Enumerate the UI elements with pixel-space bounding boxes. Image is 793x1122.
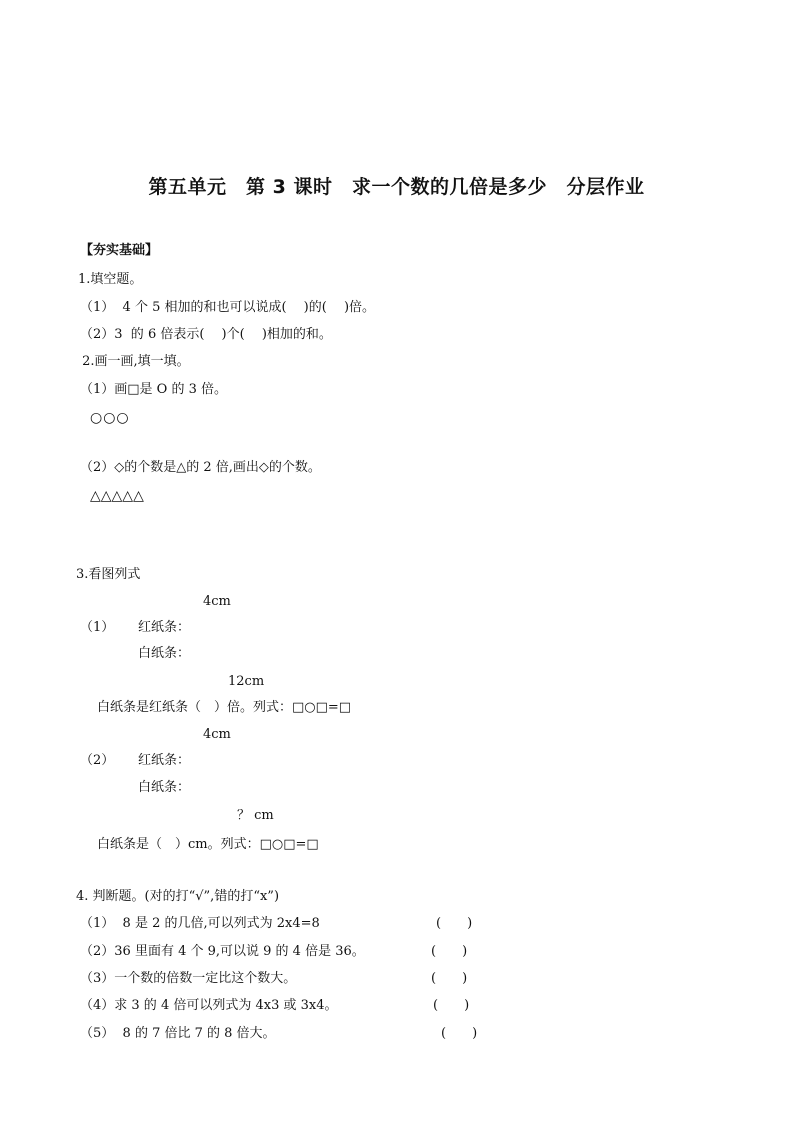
- q4-heading: 4. 判断题。(对的打“√”,错的打“x”): [76, 889, 280, 904]
- page-title: 第五单元 第 3 课时 求一个数的几倍是多少 分层作业: [148, 176, 645, 198]
- q3-heading: 3.看图列式: [76, 567, 141, 582]
- q4-item-2: （2）36 里面有 4 个 9,可以说 9 的 4 倍是 36。: [80, 944, 365, 959]
- q2-circles: ○○○: [90, 410, 130, 426]
- q4-item-4-answer-blank[interactable]: ( ): [433, 998, 470, 1013]
- q3-part1-top-label: 4cm: [203, 594, 231, 609]
- q2-item-2: （2）◇的个数是△的 2 倍,画出◇的个数。: [80, 460, 321, 475]
- q3-part2-sentence: 白纸条是（ ）cm。列式：□○□=□: [97, 837, 319, 852]
- q4-item-1: （1） 8 是 2 的几倍,可以列式为 2x4=8: [80, 916, 320, 931]
- q4-item-3: （3）一个数的倍数一定比这个数大。: [80, 971, 297, 986]
- q3-part2-number: （2）: [80, 753, 115, 768]
- q3-part2-red-label: 红纸条：: [138, 753, 191, 768]
- q3-part1-bottom-label: 12cm: [228, 674, 265, 689]
- q2-heading: 2.画一画,填一填。: [78, 354, 190, 369]
- q2-item-1: （1）画□是 O 的 3 倍。: [80, 382, 228, 397]
- q3-part1-red-label: 红纸条：: [138, 620, 191, 635]
- q3-part2-bottom-label: ？ cm: [237, 808, 274, 823]
- q4-item-5-answer-blank[interactable]: ( ): [441, 1026, 478, 1041]
- q3-part1-white-label: 白纸条：: [138, 646, 191, 661]
- q3-part1-number: （1）: [80, 620, 115, 635]
- q4-item-1-answer-blank[interactable]: ( ): [436, 916, 473, 931]
- q3-part2-white-label: 白纸条：: [138, 780, 191, 795]
- q1-item-1: （1） 4 个 5 相加的和也可以说成( )的( )倍。: [80, 300, 376, 315]
- q4-item-4: （4）求 3 的 4 倍可以列式为 4x3 或 3x4。: [80, 998, 338, 1013]
- q1-heading: 1.填空题。: [78, 272, 143, 287]
- q4-item-2-answer-blank[interactable]: ( ): [431, 944, 468, 959]
- q4-item-3-answer-blank[interactable]: ( ): [431, 971, 468, 986]
- q3-part1-sentence: 白纸条是红纸条（ ）倍。列式：□○□=□: [97, 700, 352, 715]
- section-heading: 【夯实基础】: [80, 243, 159, 258]
- q4-item-5: （5） 8 的 7 倍比 7 的 8 倍大。: [80, 1026, 276, 1041]
- q1-item-2: （2）3 的 6 倍表示( )个( )相加的和。: [80, 327, 332, 342]
- q2-triangles: △△△△△: [90, 488, 144, 504]
- q3-part2-top-label: 4cm: [203, 727, 231, 742]
